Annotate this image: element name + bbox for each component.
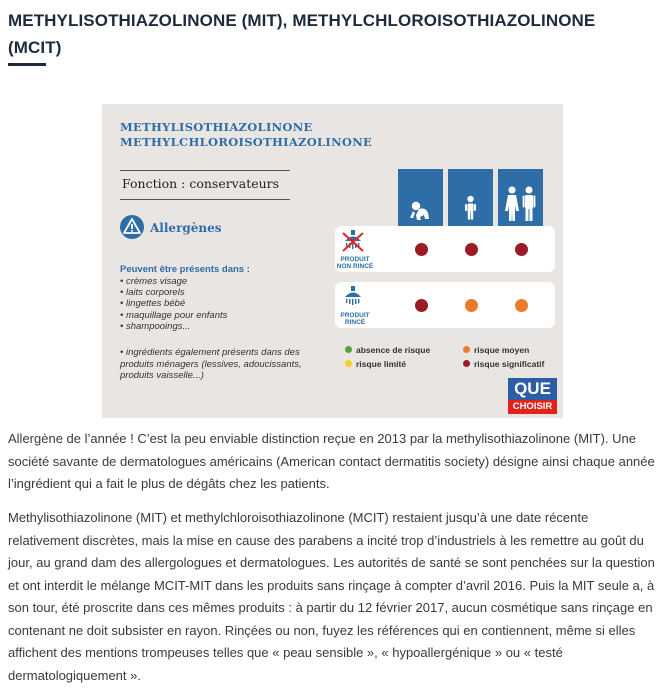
risk-dot (415, 299, 428, 312)
household-note: • ingrédients également présents dans des produits ménagers (lessives, adoucissants, produits vaisselle...) (120, 347, 302, 382)
shower-stop-icon (338, 229, 368, 255)
legend-dot (345, 346, 352, 353)
column-header-child (448, 169, 493, 227)
list-item: • lingettes bébé (120, 298, 186, 310)
legend-significatif (463, 359, 544, 369)
infographic-title-line-2: METHYLCHLOROISOTHIAZOLINONE (120, 135, 373, 149)
fonction-box (120, 170, 290, 200)
legend-dot (345, 360, 352, 367)
adults-icon (498, 169, 543, 227)
row-produit-rince (335, 282, 555, 328)
risk-dot (515, 243, 528, 256)
child-icon (448, 169, 493, 227)
infographic-card (102, 104, 563, 418)
legend-moyen (463, 345, 529, 355)
column-header-adult (498, 169, 543, 227)
list-item: • shampooings... (120, 320, 191, 332)
legend-moyen-text: risque moyen (474, 345, 530, 355)
legend-significatif-text: risque significatif (474, 359, 545, 369)
row-label-2-line-1: PRODUIT (340, 312, 370, 319)
legend-dot (463, 360, 470, 367)
article-title: METHYLISOTHIAZOLINONE (MIT), METHYLCHLOROISOTHIAZOLINONE (MCIT) (8, 11, 596, 57)
row-label-1-line-1: PRODUIT (340, 256, 370, 263)
product-list (120, 276, 227, 332)
row-label-1 (335, 256, 375, 270)
row-produit-non-rince (335, 226, 555, 272)
legend-limite (345, 359, 406, 369)
risk-dot (415, 243, 428, 256)
baby-icon (398, 169, 443, 227)
infographic-title-line-1: METHYLISOTHIAZOLINONE (120, 120, 313, 134)
infographic-title (120, 120, 372, 150)
logo-bottom-text: CHOISIR (508, 400, 557, 414)
list-item: • crèmes visage (120, 276, 188, 287)
que-choisir-logo (508, 378, 557, 415)
warning-icon (120, 215, 144, 239)
present-label: Peuvent être présents dans : (120, 264, 250, 275)
shower-icon (338, 285, 368, 311)
logo-top-text: QUE (508, 378, 557, 400)
legend-absence-text: absence de risque (356, 345, 431, 355)
risk-dot (465, 299, 478, 312)
risk-dot (465, 243, 478, 256)
row-label-2-line-2: RINCÉ (344, 319, 366, 326)
legend-dot (463, 346, 470, 353)
row-label-2 (335, 312, 375, 326)
legend-limite-text: risque limité (356, 359, 407, 369)
column-header-baby (398, 169, 443, 227)
paragraph-2: Methylisothiazolinone (MIT) et methylchloroisothiazolinone (MCIT) restaient jusqu’à une date récente relativement discrètes, mais la mise en cause des parabens a incité trop d’industriels à les remettre au goût du jour, au grand dam des allergologues et dermatologues. Les autorités de santé se sont penchées sur la question et ont interdit le mélange MCIT-MIT dans les produits sans rinçage à compter d’avril 2016. Puis la MIT seule a, à son tour, été proscrite dans ces mêmes produits : à partir du 12 février 2017, aucun cosmétique sans rinçage en contenant ne doit subsister en rayon. Rinçées ou non, fuyez les références qui en contiennent, même si elles affichent des mentions trompeuses telles que « peau sensible », « hypoallergénique » ou « testé dermatologiquement ». (8, 510, 655, 683)
row-label-1-line-2: NON RINCÉ (336, 263, 374, 270)
paragraph-1: Allergène de l’année ! C’est la peu enviable distinction reçue en 2013 par la methylisothiazolinone (MIT). Une société savante de dermatologues américains (American contact dermatitis society) désigne ainsi chaque année l’ingrédient qui a fait le plus de dégâts chez les patients. (8, 431, 655, 491)
allergenes-heading: Allergènes (150, 221, 222, 235)
risk-dot (515, 299, 528, 312)
legend-absence (345, 345, 430, 355)
list-item: • maquillage pour enfants (120, 309, 228, 321)
fonction-label: Fonction : conservateurs (122, 176, 280, 191)
title-underline (8, 63, 46, 66)
list-item: • laits corporels (120, 287, 185, 299)
